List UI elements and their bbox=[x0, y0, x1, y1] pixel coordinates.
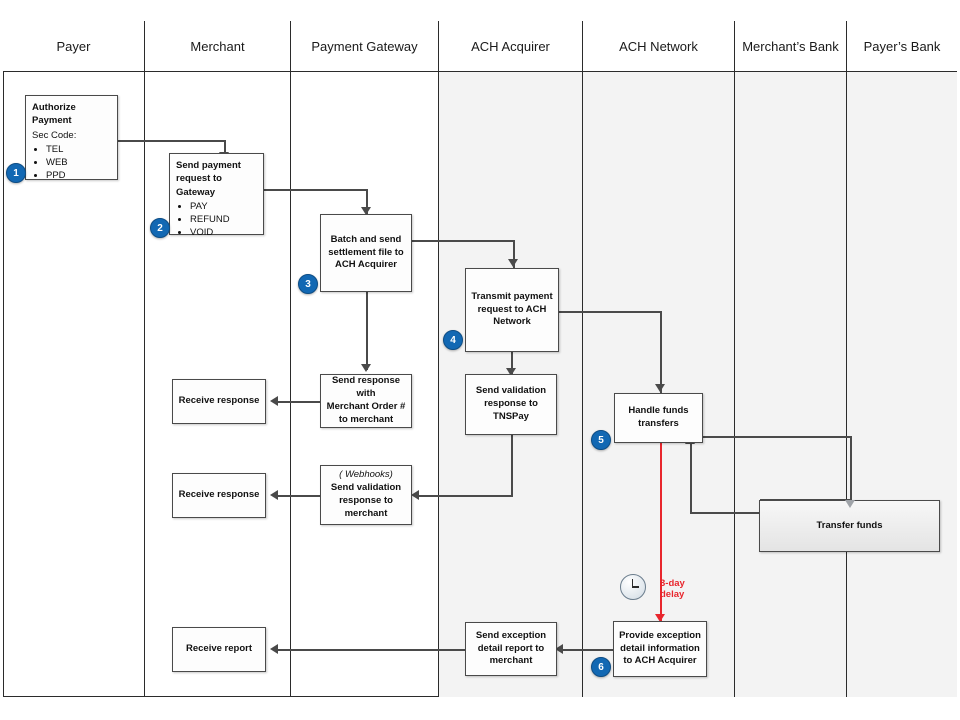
connector-transmit-to-handle-funds-vert bbox=[660, 311, 662, 393]
delay-line-1: 3-day bbox=[660, 578, 685, 589]
node-send-payment-request-title: Send payment request to Gateway bbox=[176, 160, 241, 198]
node-transmit-payment-request[interactable] bbox=[465, 268, 559, 352]
node-send-payment-request[interactable] bbox=[169, 153, 264, 239]
node-authorize-payment-list bbox=[32, 143, 111, 183]
node-authorize-payment-title: Authorize Payment bbox=[32, 102, 76, 127]
node-receive-response-1[interactable] bbox=[172, 379, 266, 424]
step-badge-3: 3 bbox=[298, 274, 318, 294]
connector-batch-to-send-response bbox=[366, 292, 368, 370]
lane-merchants-bank bbox=[735, 21, 847, 697]
list-item: • VOID bbox=[190, 226, 257, 239]
arrowhead-to-transmit bbox=[508, 259, 518, 267]
node-send-response-line3: to merchant bbox=[338, 413, 394, 425]
delay-line-2: delay bbox=[660, 589, 685, 601]
lane-header-ach-network: ACH Network bbox=[583, 21, 734, 72]
arrowhead-to-receive-response-1 bbox=[270, 396, 278, 406]
node-webhooks-label: Send validation response to merchant bbox=[330, 482, 402, 519]
arrowhead-to-receive-response-2 bbox=[270, 490, 278, 500]
node-batch-and-send[interactable] bbox=[320, 214, 412, 292]
node-send-validation-tnspay[interactable] bbox=[465, 374, 557, 435]
connector-batch-to-transmit bbox=[412, 240, 515, 242]
lane-header-merchant: Merchant bbox=[145, 21, 290, 72]
node-send-exception-detail-label: Send exception detail report to merchant bbox=[475, 629, 547, 667]
list-item: • WEB bbox=[46, 156, 111, 169]
connector-send-exception-to-receive-report bbox=[277, 649, 465, 651]
node-send-response-line2: Merchant Order # bbox=[326, 401, 406, 412]
node-provide-exception-detail-label: Provide exception detail information to ACH Acquirer bbox=[619, 629, 701, 667]
clock-icon bbox=[620, 574, 646, 600]
node-receive-response-2[interactable] bbox=[172, 473, 266, 518]
connector-validation-down bbox=[511, 435, 513, 496]
list-item: • REFUND bbox=[190, 213, 257, 226]
node-webhooks-note: ( Webhooks) bbox=[339, 469, 393, 481]
node-handle-funds-transfers-label: Handle funds transfers bbox=[628, 405, 689, 429]
arrowhead-to-handle-funds bbox=[655, 384, 665, 392]
arrowhead-to-send-response bbox=[361, 364, 371, 372]
connector-request-to-batch bbox=[264, 189, 368, 191]
step-badge-5: 5 bbox=[591, 430, 611, 450]
arrowhead-to-webhooks-box bbox=[411, 490, 419, 500]
step-badge-6: 6 bbox=[591, 657, 611, 677]
lane-header-payment-gateway: Payment Gateway bbox=[291, 21, 438, 72]
connector-transmit-to-handle-funds bbox=[559, 311, 662, 313]
step-badge-1: 1 bbox=[6, 163, 26, 183]
node-send-payment-request-list bbox=[176, 200, 257, 240]
node-transfer-funds-label: Transfer funds bbox=[816, 519, 883, 531]
node-webhooks-validation[interactable] bbox=[320, 465, 412, 525]
lane-payers-bank bbox=[847, 21, 957, 697]
lane-header-ach-acquirer: ACH Acquirer bbox=[439, 21, 582, 72]
list-item: • TEL bbox=[46, 143, 111, 156]
node-authorize-payment-subtitle: Sec Code: bbox=[32, 129, 77, 141]
node-send-validation-tnspay-label: Send validation response to TNSPay bbox=[475, 385, 547, 422]
connector-payers-bank-down bbox=[850, 436, 852, 500]
lane-header-payers-bank: Payer’s Bank bbox=[847, 21, 957, 72]
connector-authorize-to-gateway-request bbox=[118, 140, 226, 142]
arrowhead-to-receive-report bbox=[270, 644, 278, 654]
node-batch-and-send-label: Batch and send settlement file to ACH Acquirer bbox=[328, 233, 404, 271]
connector-validation-to-webhooks bbox=[418, 495, 513, 497]
lane-ach-network bbox=[583, 21, 735, 697]
node-authorize-payment[interactable] bbox=[25, 95, 118, 180]
node-receive-response-1-label: Receive response bbox=[178, 395, 260, 407]
delay-annotation bbox=[660, 578, 685, 601]
connector-handle-funds-to-payers-bank bbox=[703, 436, 852, 438]
lane-header-merchants-bank: Merchant’s Bank bbox=[735, 21, 846, 72]
node-transmit-payment-request-label: Transmit payment request to ACH Network bbox=[471, 290, 553, 328]
arrowhead-transfer-funds-marker bbox=[845, 500, 855, 508]
node-send-response-line1: Send response with bbox=[331, 375, 401, 400]
node-receive-response-2-label: Receive response bbox=[178, 489, 260, 501]
step-badge-4: 4 bbox=[443, 330, 463, 350]
node-handle-funds-transfers[interactable] bbox=[614, 393, 703, 443]
lane-merchant bbox=[145, 21, 291, 697]
node-send-exception-detail[interactable] bbox=[465, 622, 557, 676]
lane-header-payer: Payer bbox=[3, 21, 144, 72]
step-badge-2: 2 bbox=[150, 218, 170, 238]
list-item: • PAY bbox=[190, 200, 257, 213]
node-receive-report-label: Receive report bbox=[185, 643, 252, 655]
connector-transfer-funds-up bbox=[690, 443, 692, 514]
list-item: • PPD bbox=[46, 169, 111, 182]
node-send-response-merchant-order[interactable] bbox=[320, 374, 412, 428]
lane-payment-gateway bbox=[291, 21, 439, 697]
connector-transfer-funds-to-handle bbox=[690, 512, 762, 514]
connector-provide-to-send-exception bbox=[562, 649, 616, 651]
node-receive-report[interactable] bbox=[172, 627, 266, 672]
node-provide-exception-detail[interactable] bbox=[613, 621, 707, 677]
